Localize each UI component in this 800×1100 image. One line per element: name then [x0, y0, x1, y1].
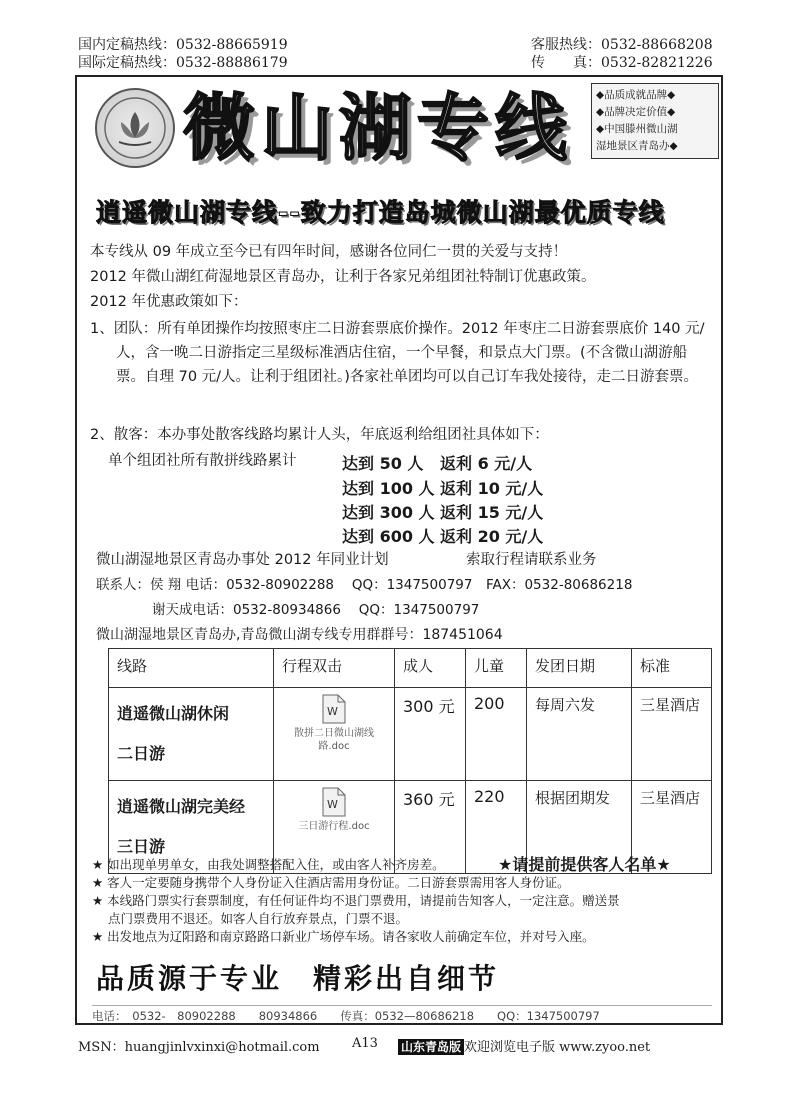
table-header-row: [109, 649, 712, 688]
col-itinerary: 行程双击: [274, 649, 395, 688]
word-doc-icon[interactable]: [322, 787, 346, 817]
itinerary-cell[interactable]: [274, 688, 395, 781]
tier-reach: 达到 600 人: [342, 527, 435, 546]
intl-hotline: [78, 54, 288, 72]
svg-text:W: W: [327, 705, 338, 718]
child-price: 200: [466, 688, 527, 781]
hotel-standard: 三星酒店: [632, 781, 712, 874]
adult-price: 360 元: [395, 781, 466, 874]
tier-rebate: 返利 15 元/人: [440, 503, 544, 522]
domestic-hotline: [78, 36, 288, 54]
footer-msn: MSN：huangjinlvxinxi@hotmail.com: [78, 1040, 320, 1055]
domestic-hotline-number: 0532-88665919: [176, 37, 288, 53]
notes-list: [92, 856, 712, 946]
itinerary-file-name[interactable]: 三日游行程.doc: [298, 821, 370, 832]
plan-note: 索取行程请联系业务: [466, 552, 597, 568]
slogan-heading: 逍遥微山湖专线--致力打造岛城微山湖最优质专线: [96, 198, 665, 227]
col-child: 儿童: [466, 649, 527, 688]
service-hotline: [531, 36, 713, 54]
badge-line: 湿地景区青岛办◆: [596, 140, 678, 152]
badge-line: ◆中国滕州微山湖: [596, 123, 678, 135]
service-hotline-number: 0532-88668208: [601, 37, 713, 53]
child-price: 220: [466, 781, 527, 874]
footer-logo: 山东青岛版: [398, 1039, 464, 1055]
hotel-standard: 三星酒店: [632, 688, 712, 781]
departure-date: 根据团期发: [527, 781, 632, 874]
route-name: 逍遥微山湖完美经: [117, 797, 246, 816]
itinerary-file-name[interactable]: 散拼二日微山湖线路.doc: [294, 728, 374, 752]
domestic-hotline-label: 国内定稿热线：: [78, 37, 176, 53]
tier-reach: 达到 50 人: [342, 454, 424, 473]
tier-reach: 达到 100 人: [342, 479, 435, 498]
route-name: 三日游: [117, 837, 166, 856]
note-item: ★ 本线路门票实行套票制度，有任何证件均不退门票费用，请提前告知客人，一定注意。赠送景: [92, 893, 620, 908]
note-item: 点门票费用不退还。如客人自行放弃景点，门票不退。: [108, 911, 409, 926]
intro-line: 2012 年优惠政策如下：: [90, 294, 248, 310]
service-hotline-label: 客服热线：: [531, 37, 601, 53]
contact-line: 联系人：侯 翔 电话：0532-80902288 QQ：1347500797 FAX：0532-80686218: [96, 577, 633, 593]
footer-brand: [398, 1036, 650, 1055]
svg-text:W: W: [327, 798, 338, 811]
group-number: 微山湖湿地景区青岛办,青岛微山湖专线专用群群号：187451064: [96, 627, 503, 643]
col-adult: 成人: [395, 649, 466, 688]
note-item: ★ 如出现单男单女，由我处调整搭配入住，或由客人补齐房差。: [92, 857, 445, 872]
fax-label: 传 真：: [531, 55, 601, 71]
brand-title: 微山湖专线: [183, 86, 574, 170]
route-name: 二日游: [117, 744, 166, 763]
word-doc-icon[interactable]: [322, 694, 346, 724]
footer-welcome[interactable]: 欢迎浏览电子版 www.zyoo.net: [464, 1040, 651, 1055]
individual-policy: 2、散客：本办事处散客线路均累计人头，年底返利给组团社具体如下：: [90, 427, 549, 443]
contact-line: 谢天成电话：0532-80934866 QQ：1347500797: [152, 602, 480, 618]
quality-badge: [591, 83, 719, 159]
quality-motto: 品质源于专业 精彩出自细节: [96, 962, 500, 995]
intl-hotline-label: 国际定稿热线：: [78, 55, 176, 71]
route-cell: [109, 688, 274, 781]
routes-table: [108, 648, 712, 874]
badge-line: ◆品牌决定价值◆: [596, 106, 676, 118]
intro-line: 2012 年微山湖红荷湿地景区青岛办，让利于各家兄弟组团社特制订优惠政策。: [90, 269, 596, 285]
tier-rebate: 返利 20 元/人: [440, 527, 544, 546]
page-number: A13: [352, 1036, 378, 1051]
intro-line: 本专线从 09 年成立至今已有四年时间，感谢各位同仁一贯的关爱与支持！: [90, 244, 568, 260]
tier-label: 单个组团社所有散拼线路累计: [108, 453, 297, 469]
lotus-logo-icon: [95, 88, 175, 168]
departure-date: 每周六发: [527, 688, 632, 781]
note-item: ★ 出发地点为辽阳路和南京路路口新业广场停车场。请各家收人前确定车位，并对号入座。: [92, 929, 595, 944]
col-standard: 标准: [632, 649, 712, 688]
guest-list-notice: ★请提前提供客人名单★: [498, 855, 671, 874]
route-name: 逍遥微山湖休闲: [117, 704, 230, 723]
fax-number: 0532-82821226: [601, 55, 713, 71]
contact-bar: 电话： 0532- 80902288 80934866 传真：0532—80686218 QQ：1347500797: [92, 1005, 712, 1024]
col-route: 线路: [109, 649, 274, 688]
note-item: ★ 客人一定要随身携带个人身份证入住酒店需用身份证。二日游套票需用客人身份证。: [92, 875, 570, 890]
fax-line: [531, 54, 713, 72]
plan-title: 微山湖湿地景区青岛办事处 2012 年同业计划: [96, 552, 389, 568]
group-policy: 1、团队：所有单团操作均按照枣庄二日游套票底价操作。2012 年枣庄二日游套票底价 140 元/人，含一晚二日游指定三星级标准酒店住宿，一个早餐，和景点大门票。(不含微山湖游船票。自理 70 元/人。让利于组团社。)各家社单团均可以自己订车我处接待，走二日游套票。: [90, 321, 705, 385]
adult-price: 300 元: [395, 688, 466, 781]
tier-rebate: 返利 6 元/人: [440, 454, 533, 473]
badge-line: ◆品质成就品牌◆: [596, 89, 676, 101]
col-date: 发团日期: [527, 649, 632, 688]
intl-hotline-number: 0532-88886179: [176, 55, 288, 71]
table-row: [109, 688, 712, 781]
tier-reach: 达到 300 人: [342, 503, 435, 522]
tier-rebate: 返利 10 元/人: [440, 479, 544, 498]
